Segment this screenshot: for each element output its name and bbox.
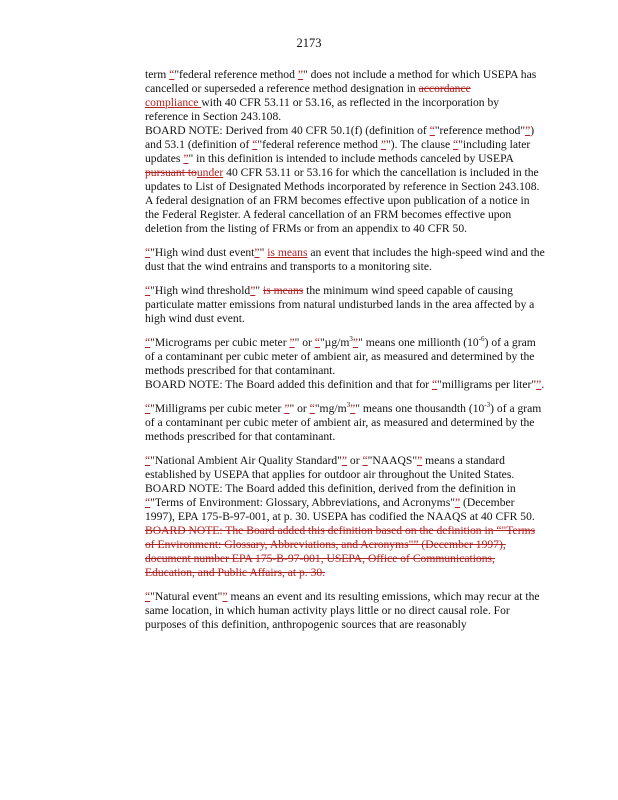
board-note-micrograms: BOARD NOTE: The Board added this definition and that for “"milligrams per liter"”. [145,378,545,391]
paragraph-frm-continued: term “"federal reference method ”" does not include a method for which USEPA has cancelled or superseded a reference method designation in accordance compliance with 40 CFR 53.11 or 53.16, as reflected in the incorporation by reference in Section 243.108. [145,68,537,123]
page-number: 2173 [296,36,322,50]
definition-milligrams: “"Milligrams per cubic meter ”" or “"$mg/m^3$”" means one thousandth $(10^{-3})$ of a gram of a contaminant per cubic meter of ambient air, as measured and determined by the methods prescribed for that contaminant. [145,401,542,443]
deleted-text: pursuant to [145,166,197,179]
definition-micrograms: “"Micrograms per cubic meter ”" or “"$\mu g/m^3$”" means one millionth $(10^{-6})$ of a gram of a contaminant per cubic meter of ambient air, as measured and determined by the methods prescribed for that contaminant. [145,335,536,377]
document-body [145,68,545,642]
inserted-text: under [196,166,224,179]
inserted-text: compliance [145,96,202,109]
definition-naaqs: “"National Ambient Air Quality Standard"” or “"NAAQS"” means a standard established by USEPA that applies for outdoor air throughout the United States. [145,454,515,481]
board-note-frm: BOARD NOTE: Derived from 40 CFR 50.1(f) (definition of “"reference method"”) and 53.1 (definition of “"federal reference method ”"). The clause “"including later updates ”" in this definition is intended to include methods canceled by USEPA pursuant tounder 40 CFR 53.11 or 53.16 for which the cancellation is included in the updates to List of Designated Methods incorporated by reference in Section 243.108. A federal designation of an FRM becomes effective upon publication of a notice in the Federal Register. A federal cancellation of an FRM becomes effective upon deletion from the listing of FRMs or from an appendix to 40 CFR 50. [145,124,540,235]
definition-high-wind-threshold: “"High wind threshold”" is means the minimum wind speed capable of causing particulate matter emissions from natural undisturbed lands in the area affected by a high wind dust event. [145,284,535,325]
deleted-text: is means [263,284,304,297]
board-note-naaqs: BOARD NOTE: The Board added this definition, derived from the definition in “"Terms of Environment: Glossary, Abbreviations, and Acronyms"” (December 1997), EPA 175-B-97-001, at p. 30. USEPA has codified the NAAQS at 40 CFR 50. [145,482,535,523]
definition-natural-event: “"Natural event"” means an event and its resulting emissions, which may recur at the same location, in which human activity plays little or no direct causal role. For purposes of this definition, anthropogenic sources that are reasonably [145,590,540,631]
inserted-text: is means [267,246,308,259]
deleted-text: BOARD NOTE: The Board added this definition based on the definition in “"Terms of Environment: Glossary, Abbreviations, and Acronyms"” (December 1997), document number EPA 175-B-97-001, USEPA, Office of Communications, Education, and Public Affairs, at p. 30. [145,524,536,579]
deleted-board-note-naaqs [145,524,545,580]
deleted-text: accordance [418,82,471,95]
definition-high-wind-dust-event: “"High wind dust event”" is means an event that includes the high-speed wind and the dust that the wind entrains and transports to a monitoring site. [145,246,545,273]
